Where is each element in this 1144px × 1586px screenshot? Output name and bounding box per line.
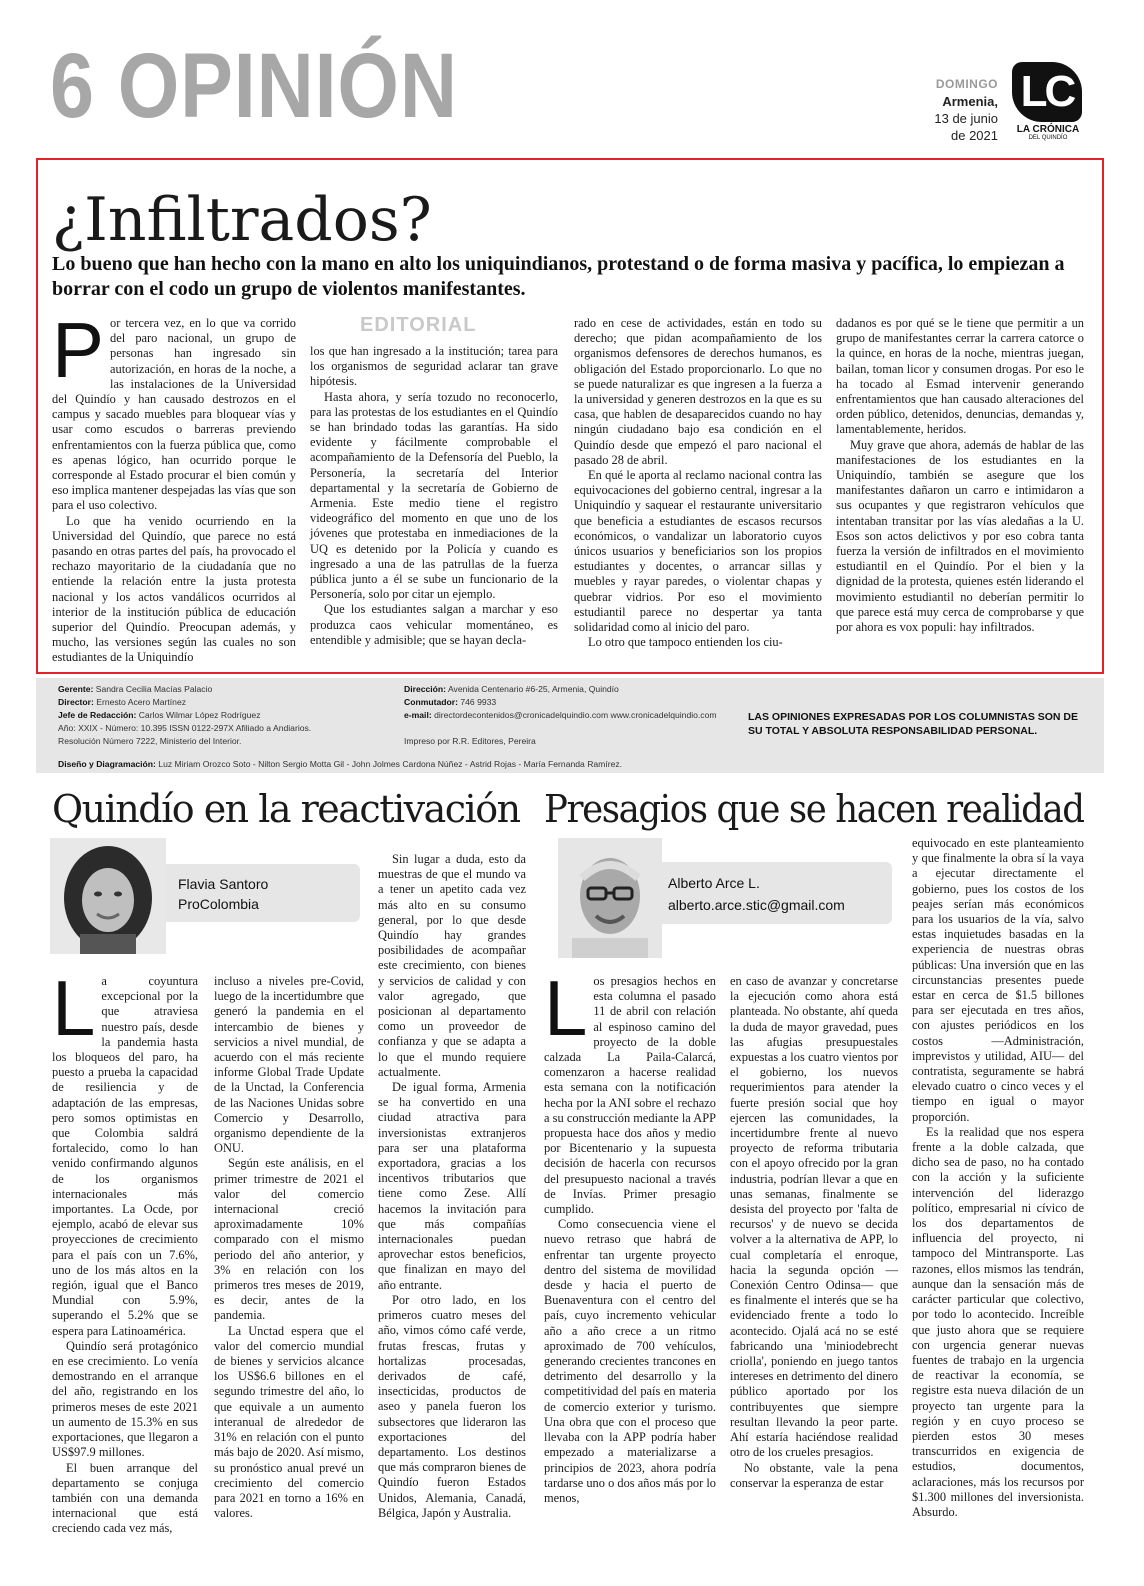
author-photo-left	[50, 838, 166, 954]
column-right-dropcap: L	[544, 964, 588, 1052]
column-paragraph: Sin lugar a duda, esto da muestras de que el mundo va a tener un apetito cada vez más alto en su consumo general, por lo que desde Quindío hay grandes posibilidades de acompañar este crecimiento, con bienes y servicios de calidad y con valor agregado, que posicionan al departamento como un proveedor de confianza y que se adapta a lo que el mundo requiere actualmente.	[378, 852, 526, 1079]
column-paragraph: Quindío será protagónico en ese crecimiento. Lo venía demostrando en el arranque del año, registrando en los primeros meses de este 2021 un aumento de 15.3% en sus exportaciones, que llegaron a US$97.9 millones.	[52, 1338, 198, 1460]
dateline-city: Armenia,	[942, 94, 998, 109]
column-left-org: ProColombia	[178, 896, 259, 912]
dateline-year: de 2021	[951, 128, 998, 143]
column-paragraph: No obstante, vale la pena conservar la esperanza de estar	[730, 1460, 898, 1490]
author-photo-right	[558, 838, 662, 958]
column-left-text-2	[214, 974, 364, 1526]
logo-subtitle: DEL QUINDÍO	[1028, 135, 1068, 141]
column-left-title: Quindío en la reactivación	[52, 787, 520, 831]
column-right-byline	[630, 862, 892, 924]
editorial-paragraph: Lo otro que tampoco entienden los ciu-	[588, 635, 783, 650]
editorial-paragraph: Muy grave que ahora, además de hablar de las manifestaciones de los estudiantes en la Uniquindío, también se asegure que los manifestantes dañaron un carro e intimidaron a sus ocupantes y que registraron vehículos que intentaban transitar por las vías aledañas a la U. Esos son actos delictivos y por eso cobra tanta fuerza la versión de infiltrados en el movimiento estudiantil en el Quindío. Por el bien y la dignidad de la protesta, quienes estén liderando el movimiento estudiantil no deberían permitir lo que parece está muy cerca de comprobarse y que por ahora es vox populi: hay infiltrados.	[836, 437, 1084, 635]
imprint-design-names: Luz Miriam Orozco Soto - Nilton Sergio Motta Gil - John Jolmes Cardona Núñez - Astrid Rojas - María Fernanda Ramírez.	[158, 759, 623, 769]
column-right-title: Presagios que se hacen realidad	[544, 787, 1084, 831]
column-paragraph: incluso a niveles pre-Covid, luego de la incertidumbre que generó la pandemia en el intercambio de bienes y servicios a nivel mundial, de acuerdo con el más reciente informe Global Trade Update de la Unctad, la Conferencia de las Naciones Unidas sobre Comercio y Desarrollo, organismo dependiente de la ONU.	[214, 974, 364, 1156]
column-paragraph: Por otro lado, en los primeros cuatro meses del año, vimos cómo café verde, frutas frescas, frutas y hortalizas procesadas, derivados de café, insecticidas, productos de aseo y panela fueron los subsectores que lideraron las exportaciones del departamento. Los destinos que más compraron bienes de Quindío fueron Estados Unidos, Alemania, Canadá, Bélgica, Japón y Australia.	[378, 1292, 526, 1520]
column-right-email[interactable]: alberto.arce.stic@gmail.com	[668, 897, 845, 913]
editorial-paragraph: Lo que ha venido ocurriendo en la Universidad del Quindío, que parece no está pasando en otras partes del país, ha provocado el rechazo mayoritario de la ciudadanía que no entiende la relación entre la justa protesta nacional y los actos vandálicos ocurridos al interior de la institución pública de educación superior del Quindío. Preocupan además, y mucho, las versiones según las cuales no son estudiantes de la Uniquindío	[52, 513, 296, 665]
editorial-paragraph: or tercera vez, en lo que va corrido del paro nacional, un grupo de personas han ingresado sin autorización, en horas de la noche, a las instalaciones de la Universidad del Quindío y han causado destrozos en el campus y sacado muebles para bloquear vías y usar como escudos o barreras previendo enfrentamientos con la fuerza pública que, como es apenas lógico, han ocurrido porque le corresponde al Estado procurar el bien común y eso implica mantener despejadas las vías que son para el uso colectivo.	[52, 316, 296, 513]
column-left-text-1	[52, 964, 198, 1536]
column-left-dropcap: L	[52, 964, 96, 1052]
editorial-column-4	[836, 316, 1084, 668]
column-right-text-3	[912, 836, 1084, 1526]
editorial-column-1	[52, 306, 296, 668]
column-paragraph: en caso de avanzar y concretarse la ejecución como ahora está planteada. No obstante, ahí queda la duda de mayor gravedad, pues las afugias presupuestales expuestas a los cuatro vientos por el gobierno, los nuevos requerimientos para atender la fuerte presión social que hoy ejercen las comunidades, la incertidumbre frente al nuevo proyecto de reforma tributaria con el apoyo ofrecido por la gran industria, podrían llevar a que en unas semanas, finalmente se desista del proyecto por 'falta de recursos' y de nuevo se decida volver a la alternativa de APP, lo cual completaría el enroque, hacia la segunda opción —Conexión Centro Odinsa— que es finalmente el interés que se ha evidenciado frente a todo lo acontecido. Ojalá acá no se esté fabricando una 'miniodebrecht criolla', poniendo en juego tantos intereses en detrimento del dinero público aportado por los contribuyentes que siempre resultan llevando la peor parte. Ahí estaría haciéndose realidad otro de los crueles presagios.	[730, 974, 898, 1460]
imprint-conmutador: 746 9933	[460, 697, 497, 707]
column-left-byline	[140, 864, 360, 922]
editorial-paragraph: los que han ingresado a la institución; tarea para los organismos de seguridad aclarar tan grave hipótesis.	[310, 344, 558, 389]
imprint-box	[36, 678, 1104, 773]
imprint-jefe: Carlos Wilmar López Rodríguez	[138, 710, 261, 720]
editorial-paragraph: Que los estudiantes salgan a marchar y eso produzca caos vehicular momentáneo, es entendible y admisible; que se hayan decla-	[310, 602, 558, 647]
column-right-author: Alberto Arce L.	[668, 875, 760, 891]
column-left-text-3	[378, 852, 526, 1526]
imprint-email[interactable]: directordecontenidos@cronicadelquindio.com www.cronicadelquindio.com	[434, 710, 717, 720]
imprint-staff: Gerente: Sandra Cecilia Macías Palacio Director: Ernesto Acero Martínez Jefe de Redacción: Carlos Wilmar López Rodríguez Año: XXIX - Número: 10.395 ISSN 0122-297X Afiliado a Andiarios. Resolución Número 7222, Ministerio del Interior.	[58, 684, 312, 746]
imprint-design: Diseño y Diagramación: Luz Miriam Orozco Soto - Nilton Sergio Motta Gil - John Jolmes Cardona Núñez - Astrid Rojas - María Fernanda Ramírez.	[58, 759, 623, 769]
column-paragraph: a coyuntura excepcional por la que atraviesa nuestro país, desde la pandemia hasta los bloqueos del paro, ha puesto a prueba la capacidad de resiliencia y de adaptación de las empresas, pero somos optimistas en que Colombia saldrá fortalecido, como lo han venido confirmando algunos de los organismos internacionales más importantes. La Ocde, por ejemplo, acabó de elevar sus proyecciones de crecimiento para el país con un 7.6%, uno de los más altos en la región, igual que el Banco Mundial con 5.9%, superando el 5.2% que se espera para Latinoamérica.	[52, 974, 198, 1338]
logo-initials: LC	[1012, 62, 1082, 122]
column-paragraph: La Unctad espera que el valor del comercio mundial de bienes y servicios alcance los US$6.6 billones en el segundo trimestre del año, lo que equivale a un aumento interanual de alrededor de 31% en relación con el punto más bajo de 2020. Así mismo, su pronóstico anual prevé un crecimiento del comercio para 2021 en torno a 16% en valores.	[214, 1323, 364, 1521]
editorial-title: ¿Infiltrados?	[52, 185, 432, 255]
column-paragraph: Es la realidad que nos espera frente a la doble calzada, que dicho sea de paso, no ha contado con la acción y la suficiente intervención del liderazgo político, empresarial ni cívico de los dos departamentos de influencia del proyecto, ni tampoco del Mintransporte. Las razones, ellos mismos las tendrán, aunque dan la sensación más de carácter particular que colectivo, por todo lo acontecido. Increíble que justo ahora que se requiere con urgencia generar nuevas fuentes de trabajo en la urgencia de reactivar la economía, se registre esta nueva dilación de un proyecto tan urgente para la región y en cuyo proceso se pierden estos 30 meses transcurridos en exigencia de estudios, documentos, aclaraciones, más los recursos por $1.300 millones del inversionista. Absurdo.	[912, 1124, 1084, 1519]
editorial-column-2	[310, 344, 558, 668]
dateline	[934, 76, 998, 144]
editorial-paragraph: dadanos es por qué se le tiene que permitir a un grupo de manifestantes cerrar la carrera catorce o la quince, en horas de la noche, mientras juegan, bailan, toman licor y consumen drogas. Por eso le ha tocado al Esmad intervenir generando enfrentamientos que han causado alteraciones del orden público, detenidos, denuncias, demandas y, lamentablemente, heridos.	[836, 316, 1084, 437]
imprint-gerente: Sandra Cecilia Macías Palacio	[95, 684, 213, 694]
imprint-impreso: Impreso por R.R. Editores, Pereira	[404, 736, 536, 746]
editorial-dek: Lo bueno que han hecho con la mano en alto los uniquindianos, protestand o de forma masiva y pacífica, lo empiezan a borrar con el codo un grupo de violentos manifestantes.	[52, 253, 1065, 300]
column-right-text-2	[730, 974, 898, 1526]
column-paragraph: Según este análisis, en el primer trimestre de 2021 el valor del comercio internacional creció aproximadamente 10% comparado con el mismo periodo del año anterior, y 3% en relación con los primeros tres meses de 2019, es decir, antes de la pandemia.	[214, 1156, 364, 1323]
section-label: 6 OPINIÓN	[50, 35, 458, 137]
column-paragraph: os presagios hechos en esta columna el pasado 11 de abril con relación al espinoso camino del proyecto de la doble calzada La Paila-Calarcá, comenzaron a hacerse realidad esta semana con la notificación hecha por la ANI sobre el rechazo a su construcción mediante la APP propuesta hace dos años y medio por Bicentenario y la supuesta decisión de hacerla con recursos del presupuesto nacional a través de Invías. Primer presagio cumplido.	[544, 974, 716, 1217]
logo-name: LA CRÓNICA	[1016, 124, 1080, 135]
column-paragraph: equivocado en este planteamiento y que finalmente la obra sí la vaya a ejecutar directamente el gobierno, pues los costos de los peajes serían más económicos para los usuarios de la vía, salvo estas inquietudes basadas en la experiencia de nuestras obras públicas: Una inversión que en las circunstancias presentes puede estar en cerca de $1.5 billones para ser ejecutada en tres años, con ajustes periódicos en los costos —Administración, imprevistos y utilidad, AIU— del contratista, seguramente se habrá elevado cuatro o cinco veces y el tiempo en igual o mayor proporción.	[912, 836, 1084, 1124]
editorial-paragraph: Hasta ahora, y sería tozudo no reconocerlo, para las protestas de los estudiantes en el Quindío se han brindado todas las garantías. Ha sido evidente y fácilmente comprobable el acompañamiento de la Defensoría del Pueblo, la Personería, la secretaría del Interior departamental y la secretaría de Gobierno de Armenia. Este medio tiene el registro videográfico del momento en que uno de los jóvenes que protestaba en inmediaciones de la UQ es detenido por la Policía y cuando es ingresado a una de las patrullas de la fuerza pública junto a él se sube un funcionario de la Personería, solo por citar un ejemplo.	[310, 389, 558, 602]
imprint-contact: Dirección: Avenida Centenario #6-25, Armenia, Quindío Conmutador: 746 9933 e-mail: directordecontenidos@cronicadelquindio.com www.cronicadelquindio.com Impreso por R.R. Editores, Pereira	[404, 684, 717, 746]
imprint-disclaimer: LAS OPINIONES EXPRESADAS POR LOS COLUMNISTAS SON DE SU TOTAL Y ABSOLUTA RESPONSABILIDAD PERSONAL.	[748, 711, 1079, 737]
newspaper-logo	[1012, 62, 1084, 141]
imprint-direccion: Avenida Centenario #6-25, Armenia, Quindío	[447, 684, 619, 694]
column-paragraph: El buen arranque del departamento se conjuga también con una demanda internacional que está creciendo cada vez más,	[52, 1460, 198, 1536]
column-left-author: Flavia Santoro	[178, 876, 269, 892]
editorial-column-3	[574, 316, 822, 668]
column-paragraph: Como consecuencia viene el nuevo retraso que habrá de enfrentar tan urgente proyecto dentro del sistema de movilidad desde y hacia el puerto de Buenaventura con el centro del país, cuyo incremento vehicular año a año crece a un ritmo aproximado de 700 vehículos, generando crecientes trancones en detrimento del desarrollo y la competitividad del país en materia de comercio exterior y turismo. Una obra que con el proceso que llevaba con la APP podría haber empezado a materializarse a principios de 2023, ahora podría tardarse uno o dos años más por lo menos,	[544, 1217, 716, 1505]
editorial-paragraph: rado en cese de actividades, están en todo su derecho; que pidan acompañamiento de los organismos defensores de derechos humanos, es obligación del Estado proporcionarlo. Lo que no se puede naturalizar es que ingresen a la fuerza a la universidad y generen destrozos en la que es su casa, que hablen de desaparecidos cuando no hay ningún ciudadano bajo esa condición en el Quindío desde que empezó el paro nacional el pasado 28 de abril.	[574, 316, 822, 467]
dateline-weekday: DOMINGO	[935, 77, 998, 91]
editorial-kicker: EDITORIAL	[360, 314, 477, 336]
column-right-text-1	[544, 964, 716, 1526]
imprint-director: Ernesto Acero Martínez	[96, 697, 187, 707]
dateline-day-month: 13 de junio	[934, 111, 998, 126]
editorial-dropcap: P	[52, 306, 105, 394]
editorial-paragraph: En qué le aporta al reclamo nacional contra las equivocaciones del gobierno central, ingresar a la Uniquindío y saquear el restaurante universitario que beneficia a estudiantes de escasos recursos económicos, o vandalizar un laboratorio cuyos únicos usuarios y beneficiarios son los propios estudiantes y docentes, o arrancar sillas y muebles y rayar paredes, o violentar chapas y quebrar vidrios. Por eso el movimiento estudiantil parece no despertar ya tanta solidaridad como al inicio del paro.	[574, 468, 822, 635]
column-paragraph: De igual forma, Armenia se ha convertido en una ciudad atractiva para inversionistas extranjeros para ser una plataforma exportadora, gracias a los incentivos tributarios que tiene como Zese. Allí hacemos la invitación para que más compañías internacionales puedan aprovechar estos beneficios, que finalizan en mayo del año entrante.	[378, 1080, 526, 1292]
imprint-resolucion: Resolución Número 7222, Ministerio del Interior.	[58, 736, 242, 746]
imprint-ano: Año: XXIX - Número: 10.395 ISSN 0122-297X Afiliado a Andiarios.	[58, 723, 312, 733]
